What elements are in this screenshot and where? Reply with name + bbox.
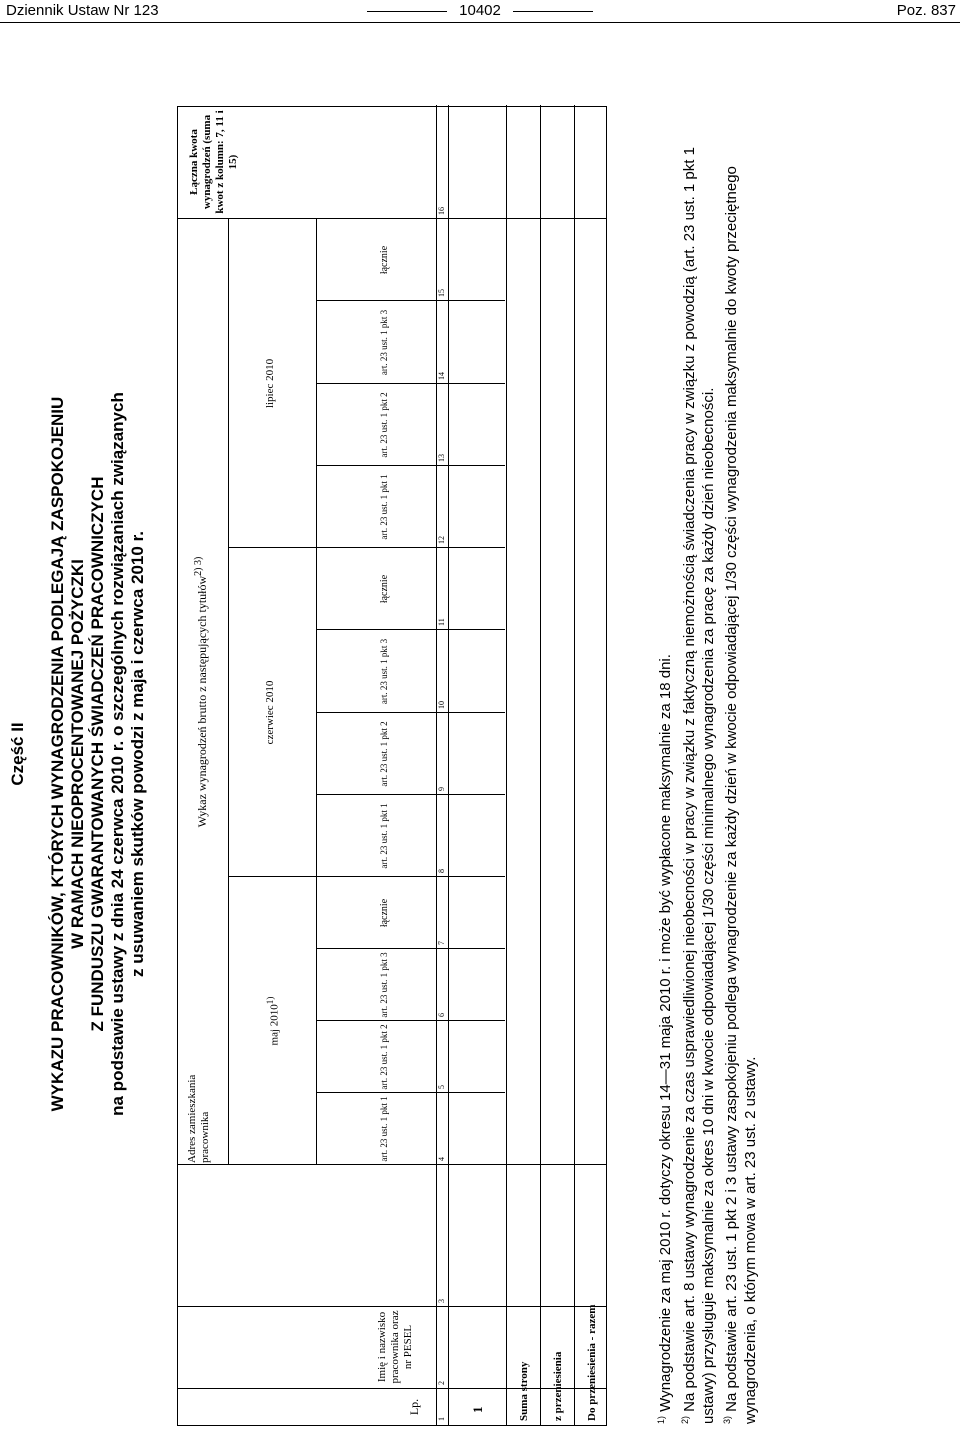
footnote-3 xyxy=(718,94,760,1424)
subcol-pkt1: art. 23 ust. 1 pkt 1 xyxy=(379,474,389,540)
table-hline xyxy=(228,219,229,1165)
title-line-3: Z FUNDUSZU GWARANTOWANYCH ŚWIADCZEŃ PRACOWNICZYCH xyxy=(88,476,107,1032)
dash-left xyxy=(367,11,447,12)
col-number: 12 xyxy=(437,536,446,544)
page-number-wrap xyxy=(0,2,960,19)
title-line-5: z usuwaniem skutków powodzi z maja i czerwca 2010 r. xyxy=(128,531,147,977)
col-number: 5 xyxy=(437,1085,446,1089)
col-number: 1 xyxy=(437,1417,446,1421)
col-number: 13 xyxy=(437,454,446,462)
month-label: lipiec 2010 xyxy=(264,358,276,409)
col-number: 2 xyxy=(437,1381,446,1385)
subcol-separator xyxy=(316,1020,505,1021)
month-july xyxy=(264,219,277,548)
col-number: 9 xyxy=(437,787,446,791)
header-name-pesel: Imię i nazwisko pracownika oraz nr PESEL xyxy=(376,1310,414,1384)
month-label: czerwiec 2010 xyxy=(264,680,276,745)
group-title-text: Wykaz wynagrodzeń brutto z następujących tytułów xyxy=(195,575,209,828)
summary-page-sum: Suma strony xyxy=(518,1361,530,1421)
col-number: 7 xyxy=(437,941,446,945)
subcol-pkt3: art. 23 ust. 1 pkt 3 xyxy=(379,952,389,1018)
footnote-text: Na podstawie art. 23 ust. 1 pkt 2 i 3 ustawy zaspokojeniu podlega wynagrodzenie za każdy dzień w kwocie odpowiadającej 1/30 części wynagrodzenia maksymalnie do kwoty przeciętnego wynagrodzenia, o którym mowa w art. 23 ust. 2 ustawy. xyxy=(723,166,759,1424)
table-vline xyxy=(178,1164,606,1165)
header-address: Adres zamieszkania pracownika xyxy=(186,1074,211,1163)
col-number: 16 xyxy=(437,207,446,215)
dash-right xyxy=(513,11,593,12)
footnote-mark: 1) xyxy=(656,1415,666,1424)
col-number: 10 xyxy=(437,701,446,709)
position-number: Poz. 837 xyxy=(896,2,956,19)
subcol-separator xyxy=(316,712,505,713)
subcol-total: łącznie xyxy=(379,898,390,928)
header-total-wages: Łączna kwota wynagrodzeń (suma kwot z kolumn: 7, 11 i 15) xyxy=(188,110,239,214)
header-rule xyxy=(0,22,960,23)
title-line-4: na podstawie ustawy z dnia 24 czerwca 2010 r. o szczególnych rozwiązaniach związanych xyxy=(108,392,127,1116)
subcol-pkt2: art. 23 ust. 1 pkt 2 xyxy=(379,392,389,458)
subcol-separator xyxy=(316,629,505,630)
subcol-separator xyxy=(316,465,505,466)
table-hline xyxy=(540,105,541,1425)
subcol-total: łącznie xyxy=(379,245,390,275)
col-number: 4 xyxy=(437,1157,446,1161)
summary-carried-out: Do przeniesienia - razem xyxy=(586,1304,598,1421)
col-number: 11 xyxy=(437,618,446,626)
page-number: 10402 xyxy=(459,2,501,19)
table-hline xyxy=(436,105,437,1425)
subcol-total: łącznie xyxy=(379,574,390,604)
table-vline xyxy=(178,218,606,219)
footnote-text: Na podstawie art. 8 ustawy wynagrodzenie za czas usprawiedliwionej nieobecności w pracy w związku z faktyczną niemożnością świadczenia pracy w związku z powodzią (art. 23 ust. 1 pkt 1 ustawy) przysługuje maksymalnie za okres 10 dni w kwocie odpowiadającej 1/30 części minimalnego wynagrodzenia za pracę za każdy dzień nieobecności. xyxy=(681,147,717,1424)
month-june xyxy=(264,548,277,877)
month-sup: 1) xyxy=(265,996,275,1005)
col-number: 14 xyxy=(437,372,446,380)
subcol-pkt3: art. 23 ust. 1 pkt 3 xyxy=(379,309,389,376)
journal-name: Dziennik Ustaw Nr 123 xyxy=(6,2,159,19)
table-hline xyxy=(574,105,575,1425)
col-number: 6 xyxy=(437,1013,446,1017)
footnote-1 xyxy=(652,94,675,1424)
table-vline xyxy=(178,1388,606,1389)
table-hline xyxy=(506,105,507,1425)
subcol-separator xyxy=(316,1092,505,1093)
col-number: 3 xyxy=(437,1299,446,1303)
part-heading: Część II xyxy=(8,722,27,786)
col-number: 8 xyxy=(437,869,446,873)
col-number: 15 xyxy=(437,289,446,297)
subcol-pkt2: art. 23 ust. 1 pkt 2 xyxy=(379,1024,389,1090)
header-lp: Lp. xyxy=(407,1398,421,1416)
subcol-separator xyxy=(316,300,505,301)
group-title-sup: 2) 3) xyxy=(193,556,204,576)
subcol-pkt1: art. 23 ust. 1 pkt 1 xyxy=(379,803,389,869)
subcol-separator xyxy=(316,383,505,384)
header-group-title xyxy=(192,219,209,1165)
subcol-pkt1: art. 23 ust. 1 pkt 1 xyxy=(379,1096,389,1162)
footnote-text: Wynagrodzenie za maj 2010 r. dotyczy okresu 14—31 maja 2010 r. i może być wypłacone maksymalnie za 18 dni. xyxy=(657,654,674,1412)
title-line-2: W RAMACH NIEOPROCENTOWANEJ POŻYCZKI xyxy=(68,559,87,949)
footnote-mark: 3) xyxy=(722,1415,732,1424)
row-number: 1 xyxy=(470,1406,485,1413)
month-label: maj 2010 xyxy=(268,1004,281,1046)
table-vline xyxy=(178,1306,606,1307)
summary-carried-in: z przeniesienia xyxy=(552,1351,564,1421)
footnote-2 xyxy=(676,94,718,1424)
table-hline xyxy=(316,219,317,1165)
title-line-1: WYKAZU PRACOWNIKÓW, KTÓRYCH WYNAGRODZENIA PODLEGAJĄ ZASPOKOJENIU xyxy=(48,396,67,1112)
subcol-pkt3: art. 23 ust. 1 pkt 3 xyxy=(379,638,389,705)
employee-wage-table xyxy=(177,106,607,1426)
subcol-pkt2: art. 23 ust. 1 pkt 2 xyxy=(379,721,389,787)
footnote-mark: 2) xyxy=(680,1415,690,1424)
running-header xyxy=(0,0,960,30)
subcol-separator xyxy=(316,794,505,795)
subcol-separator xyxy=(316,948,505,949)
month-may xyxy=(264,877,282,1165)
rotated-page-content xyxy=(0,64,960,1444)
table-hline xyxy=(448,105,449,1425)
